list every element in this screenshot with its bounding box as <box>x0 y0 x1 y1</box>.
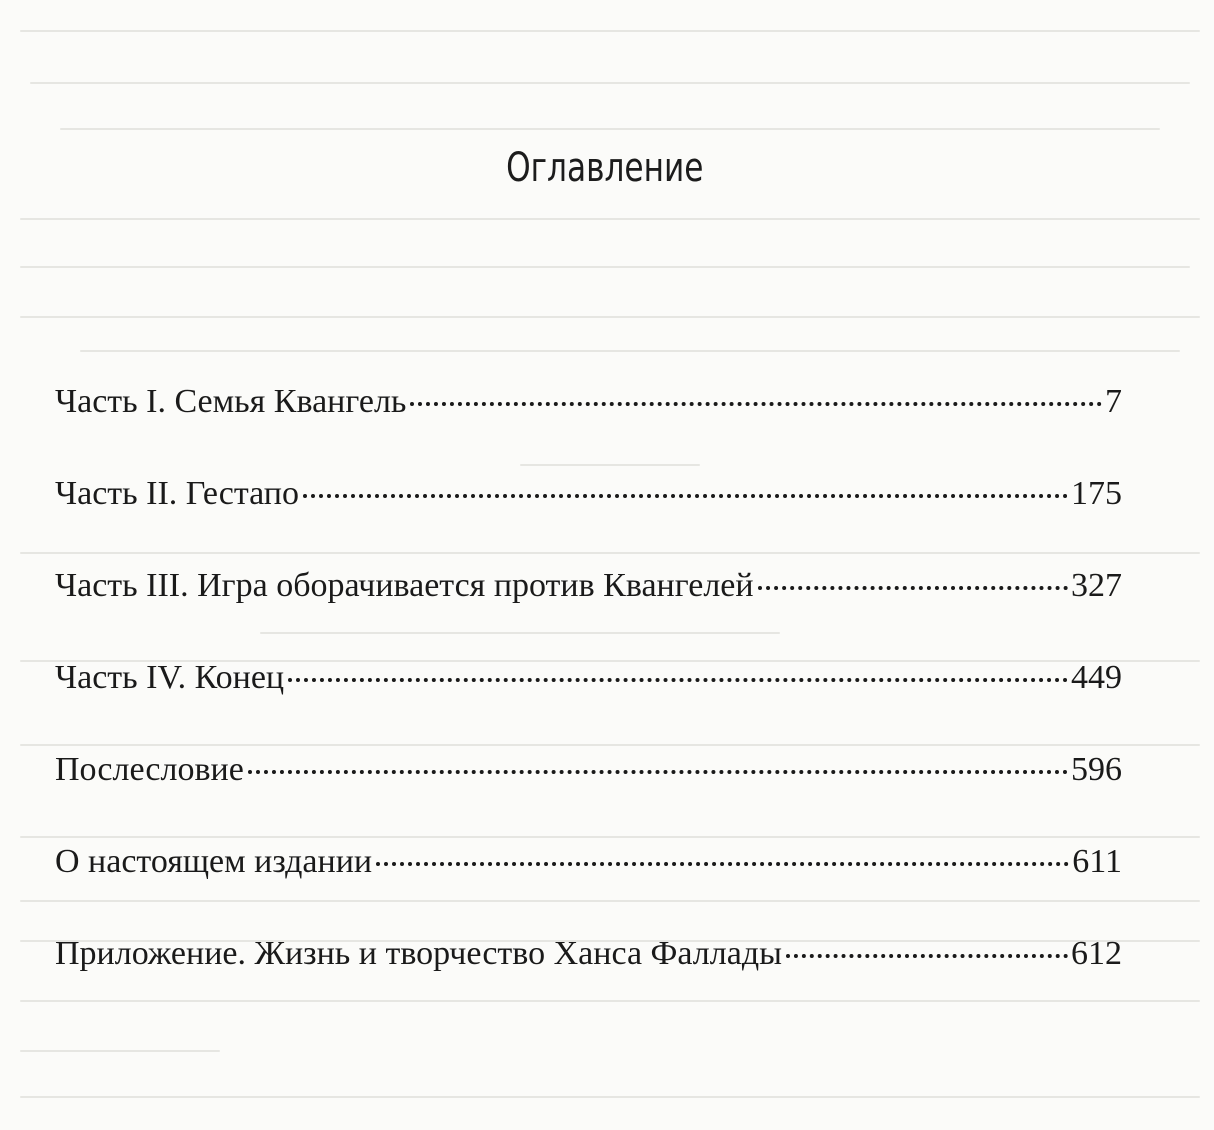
toc-entry-label: Часть II. Гестапо <box>55 475 299 512</box>
toc-page-number: 449 <box>1071 659 1122 696</box>
toc-dot-leader <box>410 402 1102 406</box>
toc-dot-leader <box>758 586 1068 590</box>
toc-entry-label: Часть III. Игра оборачивается против Квангелей <box>55 567 754 604</box>
table-of-contents <box>55 383 1122 1027</box>
toc-entry-label: Приложение. Жизнь и творчество Ханса Фаллады <box>55 935 782 972</box>
toc-entry-part-2[interactable] <box>55 475 1122 567</box>
toc-page-number: 612 <box>1071 935 1122 972</box>
toc-entry-appendix[interactable] <box>55 935 1122 1027</box>
toc-entry-part-1[interactable] <box>55 383 1122 475</box>
toc-dot-leader <box>376 862 1069 866</box>
toc-entry-afterword[interactable] <box>55 751 1122 843</box>
toc-entry-label: О настоящем издании <box>55 843 373 880</box>
toc-entry-label: Часть IV. Конец <box>55 659 285 696</box>
toc-entry-label: Послесловие <box>55 751 244 788</box>
toc-entry-part-4[interactable] <box>55 659 1122 751</box>
toc-dot-leader <box>786 954 1068 958</box>
page-title: Оглавление <box>506 145 704 191</box>
toc-entry-part-3[interactable] <box>55 567 1122 659</box>
toc-page-number: 175 <box>1071 475 1122 512</box>
toc-page-number: 596 <box>1071 751 1122 788</box>
toc-dot-leader <box>288 678 1068 682</box>
toc-dot-leader <box>303 494 1068 498</box>
toc-entry-about-edition[interactable] <box>55 843 1122 935</box>
toc-entry-label: Часть I. Семья Квангель <box>55 383 407 420</box>
toc-page-number: 7 <box>1105 383 1122 420</box>
toc-page-number: 611 <box>1072 843 1122 880</box>
toc-dot-leader <box>248 770 1068 774</box>
toc-page-number: 327 <box>1071 567 1122 604</box>
